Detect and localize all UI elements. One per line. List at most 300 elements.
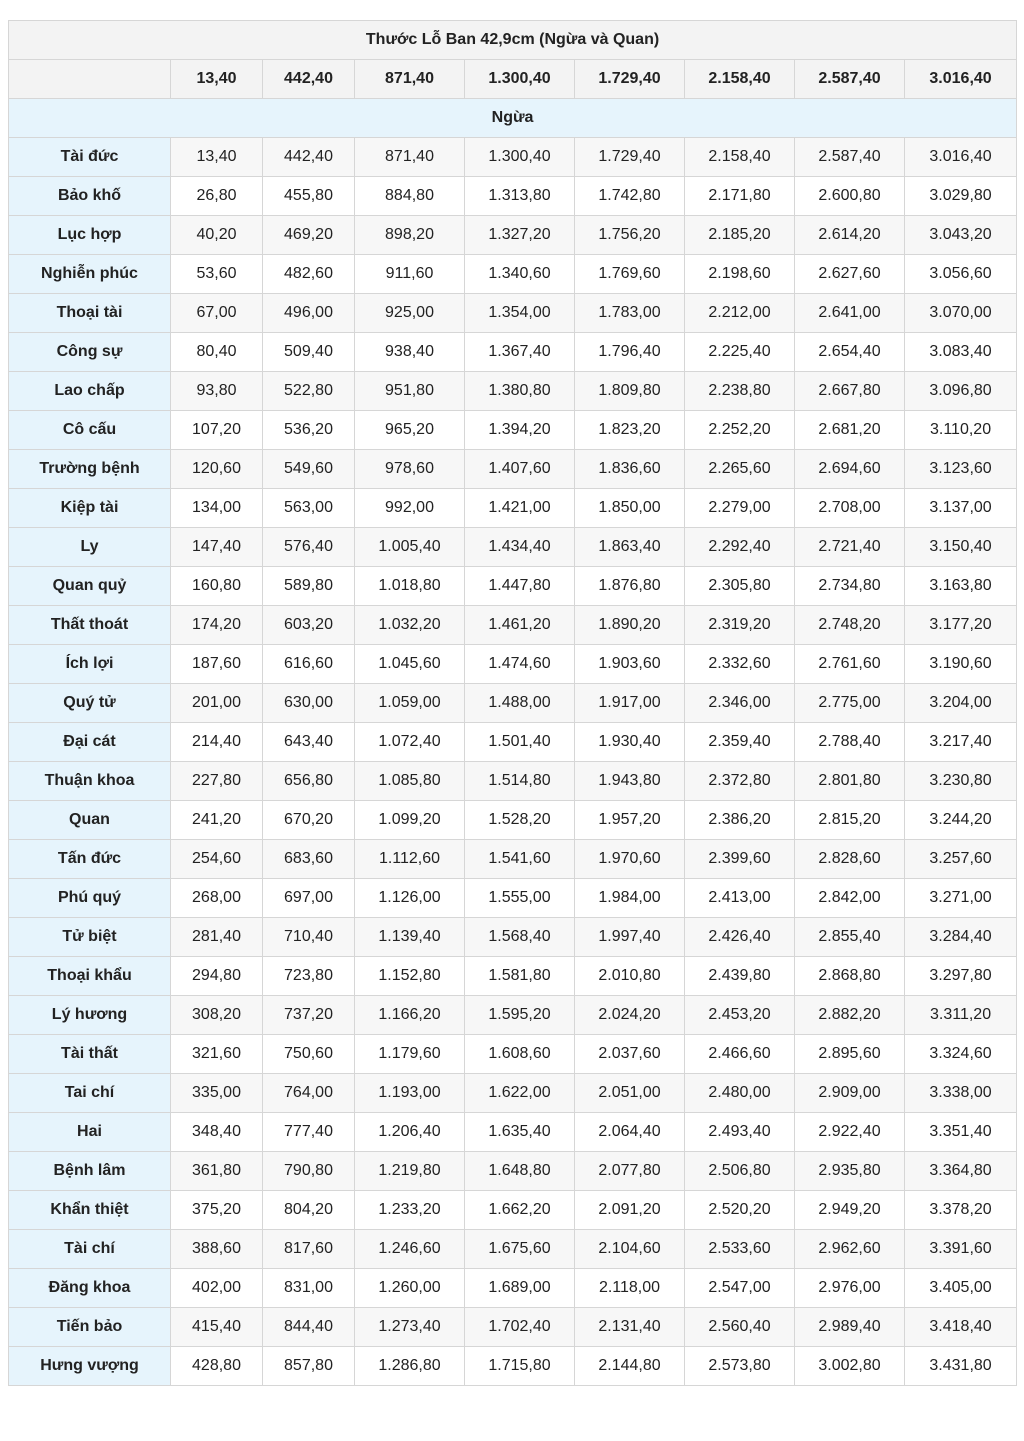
value-cell: 683,60 bbox=[263, 840, 355, 879]
value-cell: 93,80 bbox=[171, 372, 263, 411]
value-cell: 1.809,80 bbox=[575, 372, 685, 411]
value-cell: 107,20 bbox=[171, 411, 263, 450]
row-label: Hai bbox=[9, 1113, 171, 1152]
row-label: Thất thoát bbox=[9, 606, 171, 645]
table-title: Thước Lỗ Ban 42,9cm (Ngừa và Quan) bbox=[9, 21, 1017, 60]
value-cell: 80,40 bbox=[171, 333, 263, 372]
value-cell: 1.059,00 bbox=[355, 684, 465, 723]
value-cell: 1.005,40 bbox=[355, 528, 465, 567]
value-cell: 348,40 bbox=[171, 1113, 263, 1152]
value-cell: 576,40 bbox=[263, 528, 355, 567]
value-cell: 2.252,20 bbox=[685, 411, 795, 450]
value-cell: 1.434,40 bbox=[465, 528, 575, 567]
header-cell bbox=[9, 60, 171, 99]
value-cell: 1.689,00 bbox=[465, 1269, 575, 1308]
value-cell: 40,20 bbox=[171, 216, 263, 255]
value-cell: 1.581,80 bbox=[465, 957, 575, 996]
value-cell: 817,60 bbox=[263, 1230, 355, 1269]
table-row bbox=[9, 138, 1017, 177]
value-cell: 1.273,40 bbox=[355, 1308, 465, 1347]
value-cell: 375,20 bbox=[171, 1191, 263, 1230]
value-cell: 2.185,20 bbox=[685, 216, 795, 255]
value-cell: 1.997,40 bbox=[575, 918, 685, 957]
value-cell: 2.010,80 bbox=[575, 957, 685, 996]
value-cell: 67,00 bbox=[171, 294, 263, 333]
value-cell: 1.112,60 bbox=[355, 840, 465, 879]
value-cell: 1.756,20 bbox=[575, 216, 685, 255]
value-cell: 2.667,80 bbox=[795, 372, 905, 411]
value-cell: 1.823,20 bbox=[575, 411, 685, 450]
value-cell: 3.257,60 bbox=[905, 840, 1017, 879]
value-cell: 1.528,20 bbox=[465, 801, 575, 840]
value-cell: 2.587,40 bbox=[795, 138, 905, 177]
value-cell: 201,00 bbox=[171, 684, 263, 723]
value-cell: 522,80 bbox=[263, 372, 355, 411]
value-cell: 308,20 bbox=[171, 996, 263, 1035]
value-cell: 3.056,60 bbox=[905, 255, 1017, 294]
value-cell: 1.917,00 bbox=[575, 684, 685, 723]
value-cell: 563,00 bbox=[263, 489, 355, 528]
row-label: Phú quý bbox=[9, 879, 171, 918]
value-cell: 26,80 bbox=[171, 177, 263, 216]
value-cell: 2.346,00 bbox=[685, 684, 795, 723]
value-cell: 1.769,60 bbox=[575, 255, 685, 294]
value-cell: 2.319,20 bbox=[685, 606, 795, 645]
value-cell: 281,40 bbox=[171, 918, 263, 957]
value-cell: 2.989,40 bbox=[795, 1308, 905, 1347]
value-cell: 790,80 bbox=[263, 1152, 355, 1191]
table-row bbox=[9, 216, 1017, 255]
value-cell: 1.354,00 bbox=[465, 294, 575, 333]
value-cell: 2.292,40 bbox=[685, 528, 795, 567]
value-cell: 911,60 bbox=[355, 255, 465, 294]
value-cell: 3.324,60 bbox=[905, 1035, 1017, 1074]
value-cell: 2.171,80 bbox=[685, 177, 795, 216]
value-cell: 2.761,60 bbox=[795, 645, 905, 684]
value-cell: 2.654,40 bbox=[795, 333, 905, 372]
value-cell: 898,20 bbox=[355, 216, 465, 255]
value-cell: 3.284,40 bbox=[905, 918, 1017, 957]
value-cell: 3.083,40 bbox=[905, 333, 1017, 372]
value-cell: 1.300,40 bbox=[465, 138, 575, 177]
value-cell: 2.734,80 bbox=[795, 567, 905, 606]
value-cell: 1.930,40 bbox=[575, 723, 685, 762]
value-cell: 630,00 bbox=[263, 684, 355, 723]
table-row bbox=[9, 957, 1017, 996]
value-cell: 2.600,80 bbox=[795, 177, 905, 216]
row-label: Bệnh lâm bbox=[9, 1152, 171, 1191]
value-cell: 241,20 bbox=[171, 801, 263, 840]
value-cell: 2.372,80 bbox=[685, 762, 795, 801]
value-cell: 2.801,80 bbox=[795, 762, 905, 801]
value-cell: 3.043,20 bbox=[905, 216, 1017, 255]
value-cell: 2.453,20 bbox=[685, 996, 795, 1035]
value-cell: 1.555,00 bbox=[465, 879, 575, 918]
table-row bbox=[9, 411, 1017, 450]
value-cell: 1.340,60 bbox=[465, 255, 575, 294]
value-cell: 1.072,40 bbox=[355, 723, 465, 762]
value-cell: 496,00 bbox=[263, 294, 355, 333]
row-label: Lục hợp bbox=[9, 216, 171, 255]
table-row bbox=[9, 879, 1017, 918]
value-cell: 1.863,40 bbox=[575, 528, 685, 567]
value-cell: 214,40 bbox=[171, 723, 263, 762]
value-cell: 965,20 bbox=[355, 411, 465, 450]
value-cell: 2.935,80 bbox=[795, 1152, 905, 1191]
value-cell: 2.868,80 bbox=[795, 957, 905, 996]
row-label: Tài đức bbox=[9, 138, 171, 177]
value-cell: 978,60 bbox=[355, 450, 465, 489]
value-cell: 509,40 bbox=[263, 333, 355, 372]
row-label: Trường bệnh bbox=[9, 450, 171, 489]
value-cell: 723,80 bbox=[263, 957, 355, 996]
header-cell: 1.729,40 bbox=[575, 60, 685, 99]
row-label: Ly bbox=[9, 528, 171, 567]
value-cell: 2.775,00 bbox=[795, 684, 905, 723]
value-cell: 402,00 bbox=[171, 1269, 263, 1308]
row-label: Tài thất bbox=[9, 1035, 171, 1074]
value-cell: 428,80 bbox=[171, 1347, 263, 1386]
value-cell: 3.150,40 bbox=[905, 528, 1017, 567]
table-row bbox=[9, 372, 1017, 411]
table-row bbox=[9, 645, 1017, 684]
header-cell: 442,40 bbox=[263, 60, 355, 99]
value-cell: 294,80 bbox=[171, 957, 263, 996]
value-cell: 2.305,80 bbox=[685, 567, 795, 606]
value-cell: 1.394,20 bbox=[465, 411, 575, 450]
value-cell: 2.882,20 bbox=[795, 996, 905, 1035]
row-label: Tài chí bbox=[9, 1230, 171, 1269]
value-cell: 2.533,60 bbox=[685, 1230, 795, 1269]
table-row bbox=[9, 177, 1017, 216]
value-cell: 2.962,60 bbox=[795, 1230, 905, 1269]
value-cell: 2.413,00 bbox=[685, 879, 795, 918]
value-cell: 1.715,80 bbox=[465, 1347, 575, 1386]
table-row bbox=[9, 333, 1017, 372]
value-cell: 174,20 bbox=[171, 606, 263, 645]
value-cell: 1.662,20 bbox=[465, 1191, 575, 1230]
row-label: Quý tử bbox=[9, 684, 171, 723]
table-row bbox=[9, 567, 1017, 606]
header-cell: 2.158,40 bbox=[685, 60, 795, 99]
header-cell: 1.300,40 bbox=[465, 60, 575, 99]
table-row bbox=[9, 450, 1017, 489]
value-cell: 3.137,00 bbox=[905, 489, 1017, 528]
value-cell: 777,40 bbox=[263, 1113, 355, 1152]
value-cell: 2.466,60 bbox=[685, 1035, 795, 1074]
table-row bbox=[9, 489, 1017, 528]
value-cell: 1.796,40 bbox=[575, 333, 685, 372]
value-cell: 2.694,60 bbox=[795, 450, 905, 489]
row-label: Công sự bbox=[9, 333, 171, 372]
value-cell: 1.139,40 bbox=[355, 918, 465, 957]
table-row bbox=[9, 1035, 1017, 1074]
value-cell: 2.828,60 bbox=[795, 840, 905, 879]
value-cell: 1.152,80 bbox=[355, 957, 465, 996]
value-cell: 3.378,20 bbox=[905, 1191, 1017, 1230]
value-cell: 2.922,40 bbox=[795, 1113, 905, 1152]
value-cell: 1.286,80 bbox=[355, 1347, 465, 1386]
value-cell: 2.037,60 bbox=[575, 1035, 685, 1074]
value-cell: 53,60 bbox=[171, 255, 263, 294]
value-cell: 3.177,20 bbox=[905, 606, 1017, 645]
value-cell: 1.488,00 bbox=[465, 684, 575, 723]
value-cell: 1.313,80 bbox=[465, 177, 575, 216]
value-cell: 388,60 bbox=[171, 1230, 263, 1269]
row-label: Khẩn thiệt bbox=[9, 1191, 171, 1230]
value-cell: 2.547,00 bbox=[685, 1269, 795, 1308]
value-cell: 1.568,40 bbox=[465, 918, 575, 957]
value-cell: 3.190,60 bbox=[905, 645, 1017, 684]
value-cell: 616,60 bbox=[263, 645, 355, 684]
value-cell: 3.351,40 bbox=[905, 1113, 1017, 1152]
value-cell: 764,00 bbox=[263, 1074, 355, 1113]
value-cell: 2.064,40 bbox=[575, 1113, 685, 1152]
row-label: Cô cấu bbox=[9, 411, 171, 450]
value-cell: 871,40 bbox=[355, 138, 465, 177]
table-row bbox=[9, 1191, 1017, 1230]
value-cell: 3.364,80 bbox=[905, 1152, 1017, 1191]
table-row bbox=[9, 606, 1017, 645]
value-cell: 3.405,00 bbox=[905, 1269, 1017, 1308]
row-label: Đại cát bbox=[9, 723, 171, 762]
value-cell: 321,60 bbox=[171, 1035, 263, 1074]
value-cell: 1.233,20 bbox=[355, 1191, 465, 1230]
value-cell: 1.032,20 bbox=[355, 606, 465, 645]
value-cell: 2.721,40 bbox=[795, 528, 905, 567]
value-cell: 469,20 bbox=[263, 216, 355, 255]
value-cell: 2.077,80 bbox=[575, 1152, 685, 1191]
value-cell: 2.212,00 bbox=[685, 294, 795, 333]
table-row bbox=[9, 1269, 1017, 1308]
table-row bbox=[9, 1347, 1017, 1386]
value-cell: 1.541,60 bbox=[465, 840, 575, 879]
table-row bbox=[9, 1308, 1017, 1347]
value-cell: 415,40 bbox=[171, 1308, 263, 1347]
row-label: Thoại tài bbox=[9, 294, 171, 333]
value-cell: 3.338,00 bbox=[905, 1074, 1017, 1113]
value-cell: 2.949,20 bbox=[795, 1191, 905, 1230]
value-cell: 2.158,40 bbox=[685, 138, 795, 177]
value-cell: 1.085,80 bbox=[355, 762, 465, 801]
table-row bbox=[9, 840, 1017, 879]
value-cell: 938,40 bbox=[355, 333, 465, 372]
value-cell: 3.244,20 bbox=[905, 801, 1017, 840]
value-cell: 2.506,80 bbox=[685, 1152, 795, 1191]
value-cell: 1.367,40 bbox=[465, 333, 575, 372]
value-cell: 589,80 bbox=[263, 567, 355, 606]
value-cell: 1.514,80 bbox=[465, 762, 575, 801]
value-cell: 2.815,20 bbox=[795, 801, 905, 840]
row-label: Lao chấp bbox=[9, 372, 171, 411]
value-cell: 1.943,80 bbox=[575, 762, 685, 801]
row-label: Quan quỷ bbox=[9, 567, 171, 606]
value-cell: 254,60 bbox=[171, 840, 263, 879]
value-cell: 2.131,40 bbox=[575, 1308, 685, 1347]
value-cell: 1.380,80 bbox=[465, 372, 575, 411]
value-cell: 1.783,00 bbox=[575, 294, 685, 333]
value-cell: 187,60 bbox=[171, 645, 263, 684]
row-label: Tiến bảo bbox=[9, 1308, 171, 1347]
value-cell: 2.051,00 bbox=[575, 1074, 685, 1113]
value-cell: 603,20 bbox=[263, 606, 355, 645]
value-cell: 1.126,00 bbox=[355, 879, 465, 918]
value-cell: 3.016,40 bbox=[905, 138, 1017, 177]
lo-ban-table-container bbox=[8, 20, 1016, 1386]
value-cell: 3.110,20 bbox=[905, 411, 1017, 450]
value-cell: 3.029,80 bbox=[905, 177, 1017, 216]
value-cell: 697,00 bbox=[263, 879, 355, 918]
value-cell: 3.311,20 bbox=[905, 996, 1017, 1035]
value-cell: 951,80 bbox=[355, 372, 465, 411]
value-cell: 2.614,20 bbox=[795, 216, 905, 255]
value-cell: 2.855,40 bbox=[795, 918, 905, 957]
value-cell: 1.099,20 bbox=[355, 801, 465, 840]
value-cell: 1.501,40 bbox=[465, 723, 575, 762]
value-cell: 2.480,00 bbox=[685, 1074, 795, 1113]
value-cell: 3.391,60 bbox=[905, 1230, 1017, 1269]
value-cell: 3.070,00 bbox=[905, 294, 1017, 333]
table-row bbox=[9, 1230, 1017, 1269]
value-cell: 737,20 bbox=[263, 996, 355, 1035]
table-row bbox=[9, 996, 1017, 1035]
value-cell: 361,80 bbox=[171, 1152, 263, 1191]
value-cell: 2.641,00 bbox=[795, 294, 905, 333]
row-label: Tai chí bbox=[9, 1074, 171, 1113]
value-cell: 3.204,00 bbox=[905, 684, 1017, 723]
value-cell: 2.118,00 bbox=[575, 1269, 685, 1308]
value-cell: 1.984,00 bbox=[575, 879, 685, 918]
value-cell: 1.447,80 bbox=[465, 567, 575, 606]
row-label: Tử biệt bbox=[9, 918, 171, 957]
value-cell: 1.407,60 bbox=[465, 450, 575, 489]
table-row bbox=[9, 1152, 1017, 1191]
value-cell: 335,00 bbox=[171, 1074, 263, 1113]
row-label: Quan bbox=[9, 801, 171, 840]
value-cell: 1.890,20 bbox=[575, 606, 685, 645]
value-cell: 2.332,60 bbox=[685, 645, 795, 684]
value-cell: 2.748,20 bbox=[795, 606, 905, 645]
row-label: Hưng vượng bbox=[9, 1347, 171, 1386]
value-cell: 1.461,20 bbox=[465, 606, 575, 645]
row-label: Bảo khố bbox=[9, 177, 171, 216]
value-cell: 268,00 bbox=[171, 879, 263, 918]
value-cell: 1.474,60 bbox=[465, 645, 575, 684]
value-cell: 3.418,40 bbox=[905, 1308, 1017, 1347]
value-cell: 3.297,80 bbox=[905, 957, 1017, 996]
row-label: Ích lợi bbox=[9, 645, 171, 684]
row-label: Tấn đức bbox=[9, 840, 171, 879]
value-cell: 2.493,40 bbox=[685, 1113, 795, 1152]
value-cell: 2.091,20 bbox=[575, 1191, 685, 1230]
row-label: Đăng khoa bbox=[9, 1269, 171, 1308]
value-cell: 1.421,00 bbox=[465, 489, 575, 528]
value-cell: 1.166,20 bbox=[355, 996, 465, 1035]
value-cell: 482,60 bbox=[263, 255, 355, 294]
value-cell: 750,60 bbox=[263, 1035, 355, 1074]
value-cell: 2.279,00 bbox=[685, 489, 795, 528]
value-cell: 227,80 bbox=[171, 762, 263, 801]
value-cell: 1.219,80 bbox=[355, 1152, 465, 1191]
value-cell: 1.045,60 bbox=[355, 645, 465, 684]
value-cell: 2.909,00 bbox=[795, 1074, 905, 1113]
value-cell: 2.198,60 bbox=[685, 255, 795, 294]
value-cell: 2.681,20 bbox=[795, 411, 905, 450]
value-cell: 2.439,80 bbox=[685, 957, 795, 996]
value-cell: 1.635,40 bbox=[465, 1113, 575, 1152]
table-header-row bbox=[9, 60, 1017, 99]
value-cell: 1.648,80 bbox=[465, 1152, 575, 1191]
value-cell: 2.976,00 bbox=[795, 1269, 905, 1308]
value-cell: 120,60 bbox=[171, 450, 263, 489]
row-label: Thoại khẩu bbox=[9, 957, 171, 996]
value-cell: 1.246,60 bbox=[355, 1230, 465, 1269]
value-cell: 3.096,80 bbox=[905, 372, 1017, 411]
value-cell: 670,20 bbox=[263, 801, 355, 840]
value-cell: 3.230,80 bbox=[905, 762, 1017, 801]
row-label: Lý hương bbox=[9, 996, 171, 1035]
value-cell: 1.179,60 bbox=[355, 1035, 465, 1074]
value-cell: 831,00 bbox=[263, 1269, 355, 1308]
value-cell: 844,40 bbox=[263, 1308, 355, 1347]
value-cell: 1.742,80 bbox=[575, 177, 685, 216]
row-label: Nghiễn phúc bbox=[9, 255, 171, 294]
value-cell: 3.271,00 bbox=[905, 879, 1017, 918]
value-cell: 3.431,80 bbox=[905, 1347, 1017, 1386]
value-cell: 1.702,40 bbox=[465, 1308, 575, 1347]
value-cell: 925,00 bbox=[355, 294, 465, 333]
value-cell: 3.163,80 bbox=[905, 567, 1017, 606]
table-row bbox=[9, 762, 1017, 801]
value-cell: 147,40 bbox=[171, 528, 263, 567]
row-label: Thuận khoa bbox=[9, 762, 171, 801]
value-cell: 1.327,20 bbox=[465, 216, 575, 255]
value-cell: 710,40 bbox=[263, 918, 355, 957]
value-cell: 2.265,60 bbox=[685, 450, 795, 489]
value-cell: 134,00 bbox=[171, 489, 263, 528]
table-row bbox=[9, 1074, 1017, 1113]
value-cell: 1.608,60 bbox=[465, 1035, 575, 1074]
value-cell: 1.836,60 bbox=[575, 450, 685, 489]
value-cell: 2.842,00 bbox=[795, 879, 905, 918]
value-cell: 2.627,60 bbox=[795, 255, 905, 294]
value-cell: 3.217,40 bbox=[905, 723, 1017, 762]
value-cell: 1.595,20 bbox=[465, 996, 575, 1035]
value-cell: 1.850,00 bbox=[575, 489, 685, 528]
section-row bbox=[9, 99, 1017, 138]
header-cell: 3.016,40 bbox=[905, 60, 1017, 99]
value-cell: 536,20 bbox=[263, 411, 355, 450]
value-cell: 2.560,40 bbox=[685, 1308, 795, 1347]
value-cell: 2.359,40 bbox=[685, 723, 795, 762]
value-cell: 2.399,60 bbox=[685, 840, 795, 879]
value-cell: 2.895,60 bbox=[795, 1035, 905, 1074]
header-cell: 871,40 bbox=[355, 60, 465, 99]
value-cell: 549,60 bbox=[263, 450, 355, 489]
table-row bbox=[9, 801, 1017, 840]
value-cell: 2.225,40 bbox=[685, 333, 795, 372]
value-cell: 804,20 bbox=[263, 1191, 355, 1230]
value-cell: 857,80 bbox=[263, 1347, 355, 1386]
value-cell: 442,40 bbox=[263, 138, 355, 177]
value-cell: 1.675,60 bbox=[465, 1230, 575, 1269]
table-row bbox=[9, 684, 1017, 723]
value-cell: 3.123,60 bbox=[905, 450, 1017, 489]
value-cell: 1.622,00 bbox=[465, 1074, 575, 1113]
value-cell: 2.520,20 bbox=[685, 1191, 795, 1230]
value-cell: 1.876,80 bbox=[575, 567, 685, 606]
table-row bbox=[9, 294, 1017, 333]
